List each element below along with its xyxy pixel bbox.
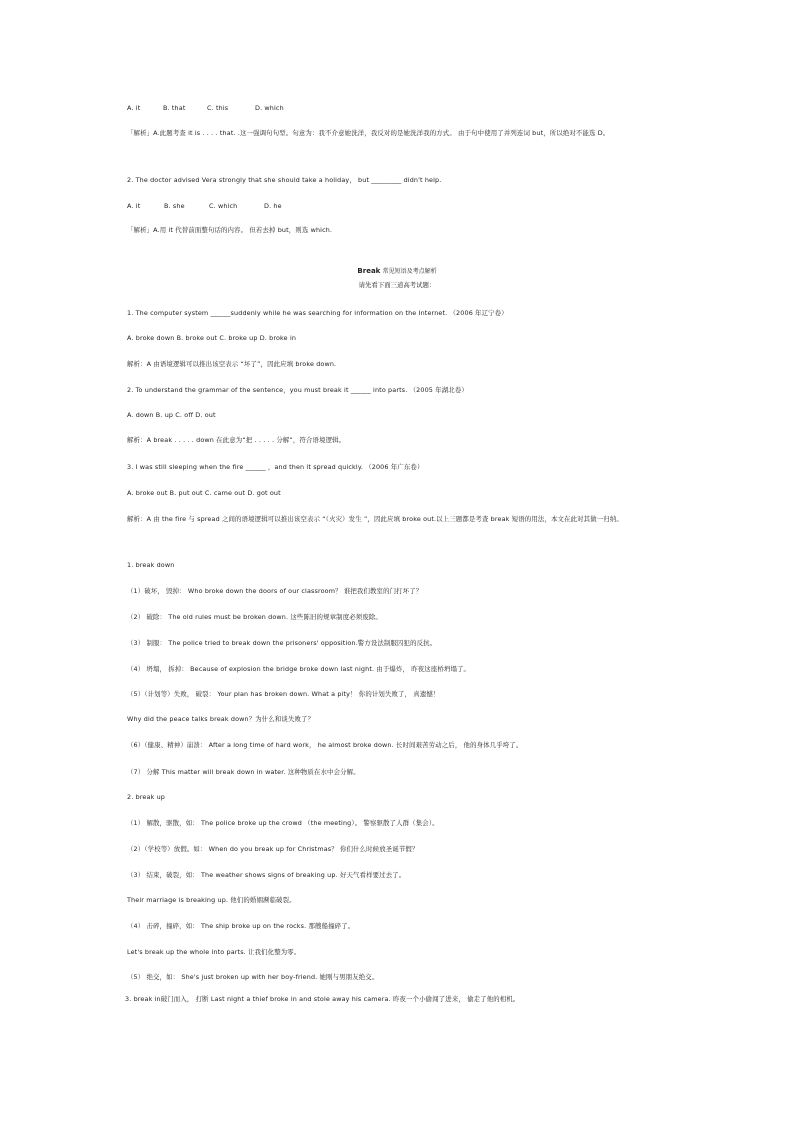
section-title (0, 266, 794, 277)
exam-question: 1. The computer system ______suddenly while he was searching for information on the Internet. （2006 年辽宁卷） (127, 309, 508, 317)
option: B. she (164, 202, 185, 210)
phrase-meaning: （1）破坏， 毁掉： Who broke down the doors of our classroom？ 谁把我们教室的门打坏了？ (127, 587, 423, 595)
phrase-example: Why did the peace talks break down？为什么和谈失败了？ (127, 715, 315, 723)
option: C. which (209, 202, 238, 210)
phrase-meaning: （2） 破除： The old rules must be broken down. 这些陈旧的规章制度必须废除。 (127, 613, 382, 621)
section-intro: 请先看下面三道高考试题： (358, 281, 436, 289)
analysis-1: 「解析」A.此题考查 it is . . . . that. .这一强调句句型。句意为：我不介意她洗洋，我反对的是她洗洋我的方式。 由于句中使用了并列连词 but，所以绝对不能选 D。 (127, 129, 610, 137)
exam-question: 2. To understand the grammar of the sentence，you must break it ______ into parts. （2005 年湖北卷） (127, 386, 468, 394)
phrase-heading: 1. break down (127, 561, 175, 569)
phrase-meaning: （4） 击碎，撞碎，如： The ship broke up on the rocks. 那艘船撞碎了。 (127, 922, 355, 930)
phrase-meaning: （1） 解散，驱散，如： The police broke up the crowd （the meeting）。 警察驱散了人群（集会）。 (127, 819, 439, 827)
phrase-meaning: （3） 制服： The police tried to break down the prisoners' opposition.警方设法制服囚犯的反抗。 (127, 639, 437, 647)
exam-options: A. broke out B. put out C. came out D. got out (127, 489, 281, 497)
phrase-meaning: （5） 绝交，如： She's just broken up with her boy-friend. 她刚与男朋友绝交。 (127, 973, 379, 981)
phrase-heading: 2. break up (127, 793, 166, 801)
exam-options: A. down B. up C. off D. out (127, 411, 216, 419)
phrase-meaning: （7） 分解 This matter will break down in water. 这种物质在水中会分解。 (127, 768, 360, 776)
exam-options: A. broke down B. broke out C. broke up D. broke in (127, 334, 297, 342)
options-row-b (127, 202, 282, 211)
phrase-meaning: （6）（健康、精神）崩溃： After a long time of hard work， he almost broke down. 长时间艰苦劳动之后， 他的身体几乎垮了。 (127, 741, 523, 749)
phrase-meaning: （4） 坍塌， 拆掉： Because of explosion the bridge broke down last night. 由于爆炸， 昨夜这座桥坍塌了。 (127, 665, 471, 673)
section-title-cn: 常见短语及考点解析 (382, 268, 437, 275)
question-2: 2. The doctor advised Vera strongly that she should take a holiday， but _________ didn't help. (127, 176, 442, 184)
exam-answer: 解析：A break . . . . . down 在此意为“把 . . . . . 分解”，符合语境逻辑。 (127, 436, 346, 444)
option: D. which (255, 104, 284, 112)
analysis-2: 「解析」A.用 it 代替前面整句话的内容。 但若去掉 but，则选 which. (127, 226, 333, 234)
option: A. it (127, 104, 141, 112)
phrase-meaning: （2）（学校等）放假。如： When do you break up for Christmas？ 你们什么时候放圣诞节假？ (127, 845, 419, 853)
option: A. it (127, 202, 141, 210)
option: B. that (163, 104, 186, 112)
phrase-example: Let's break up the whole into parts. 让我们化整为零。 (127, 948, 301, 956)
phrase-meaning: （5）（计划等）失败， 破裂： Your plan has broken down. What a pity！ 你的计划失败了， 真遗憾！ (127, 690, 440, 698)
exam-answer: 解析：A 由 the fire 与 spread 之间的语境逻辑可以推出该空表示 “（火灾）发生 ”，因此应填 broke out.以上三题都是考查 break 短语的用法，本文在此对其做一归纳。 (127, 515, 623, 523)
options-row-a (127, 104, 284, 113)
phrase-meaning: （3） 结束，破裂，如： The weather shows signs of breaking up. 好天气看样要过去了。 (127, 871, 406, 879)
phrase-example: Their marriage is breaking up. 他们的婚姻濒临破裂。 (127, 896, 296, 904)
option: D. he (264, 202, 282, 210)
exam-question: 3. I was still sleeping when the fire ______ ，and then it spread quickly. （2006 年广东卷） (127, 463, 424, 471)
phrase-heading-break-in: 3. break in破门而入， 打断 Last night a thief broke in and stole away his camera. 昨夜一个小偷闯了进来， 偷走了他的相机。 (125, 995, 520, 1003)
section-title-en: Break (357, 267, 381, 275)
option: C. this (207, 104, 229, 112)
exam-answer: 解析：A 由语境逻辑可以推出该空表示 “坏了”，因此应填 broke down. (127, 360, 337, 368)
